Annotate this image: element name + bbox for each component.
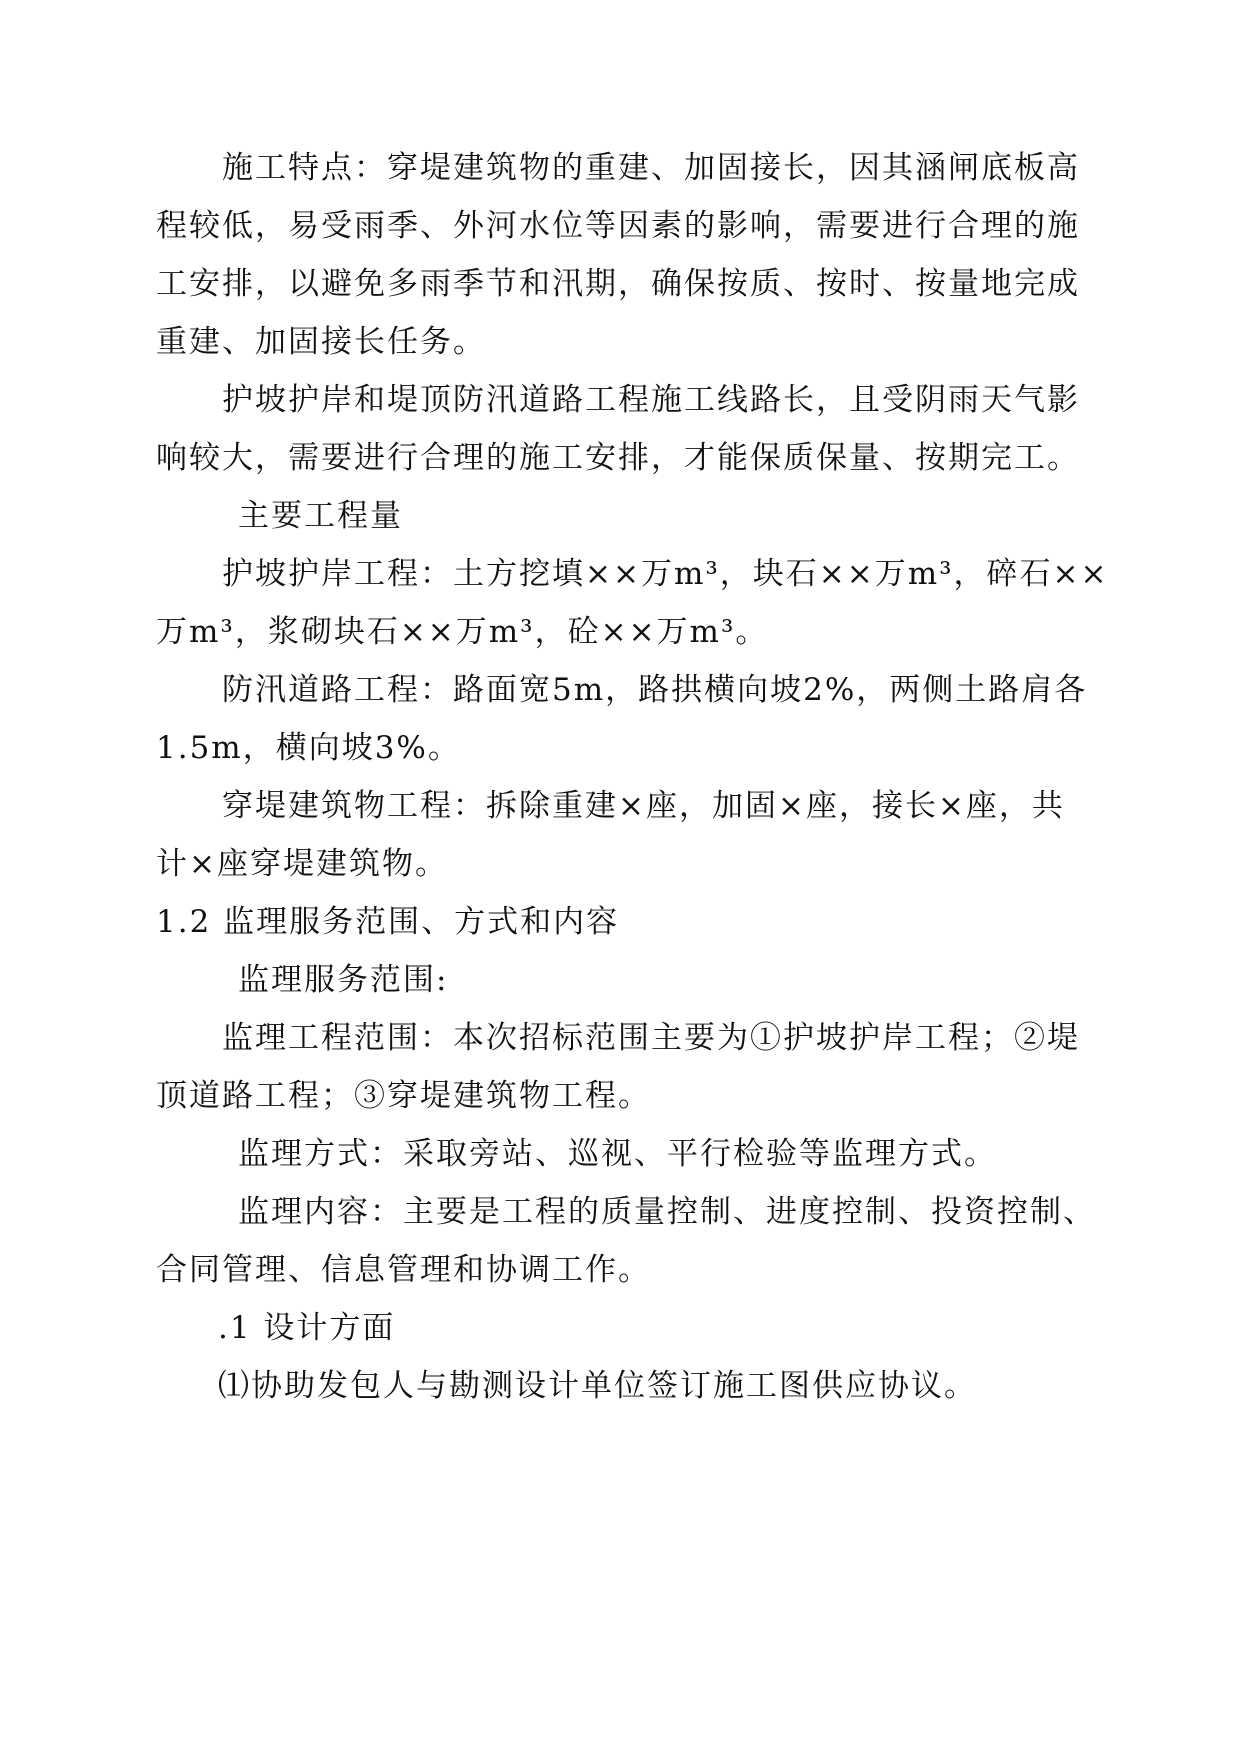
paragraph-line: 1.5m，横向坡3%。 xyxy=(156,730,461,766)
paragraph-line: 顶道路工程；③穿堤建筑物工程。 xyxy=(156,1078,651,1114)
paragraph-line: 计×座穿堤建筑物。 xyxy=(156,846,448,882)
paragraph-line: 防汛道路工程：路面宽5m，路拱横向坡2%，两侧土路肩各 xyxy=(222,672,1088,708)
paragraph-line: 护坡护岸工程：土方挖填××万m³，块石××万m³，碎石×× xyxy=(222,556,1109,592)
section-heading: 监理服务范围: xyxy=(238,962,449,998)
paragraph-line: ⑴协助发包人与勘测设计单位签订施工图供应协议。 xyxy=(218,1368,977,1404)
paragraph-line: 合同管理、信息管理和协调工作。 xyxy=(156,1252,651,1288)
paragraph-line: 监理内容：主要是工程的质量控制、进度控制、投资控制、 xyxy=(238,1194,1096,1230)
paragraph-line: 穿堤建筑物工程：拆除重建×座，加固×座，接长×座，共 xyxy=(222,788,1065,824)
section-heading: 主要工程量 xyxy=(238,498,403,534)
paragraph-line: 护坡护岸和堤顶防汛道路工程施工线路长，且受阴雨天气影 xyxy=(222,382,1080,418)
paragraph-line: 重建、加固接长任务。 xyxy=(156,324,486,360)
section-heading: 1.2 监理服务范围、方式和内容 xyxy=(156,904,620,940)
paragraph-line: 万m³，浆砌块石××万m³，砼××万m³。 xyxy=(156,614,769,650)
paragraph-line: 监理工程范围：本次招标范围主要为①护坡护岸工程；②堤 xyxy=(222,1020,1080,1056)
paragraph-line: 工安排，以避免多雨季节和汛期，确保按质、按时、按量地完成 xyxy=(156,266,1080,302)
section-heading: .1 设计方面 xyxy=(218,1310,396,1346)
paragraph-line: 施工特点：穿堤建筑物的重建、加固接长，因其涵闸底板高 xyxy=(222,150,1080,186)
paragraph-line: 响较大，需要进行合理的施工安排，才能保质保量、按期完工。 xyxy=(156,440,1080,476)
paragraph-line: 监理方式：采取旁站、巡视、平行检验等监理方式。 xyxy=(238,1136,997,1172)
paragraph-line: 程较低，易受雨季、外河水位等因素的影响，需要进行合理的施 xyxy=(156,208,1080,244)
